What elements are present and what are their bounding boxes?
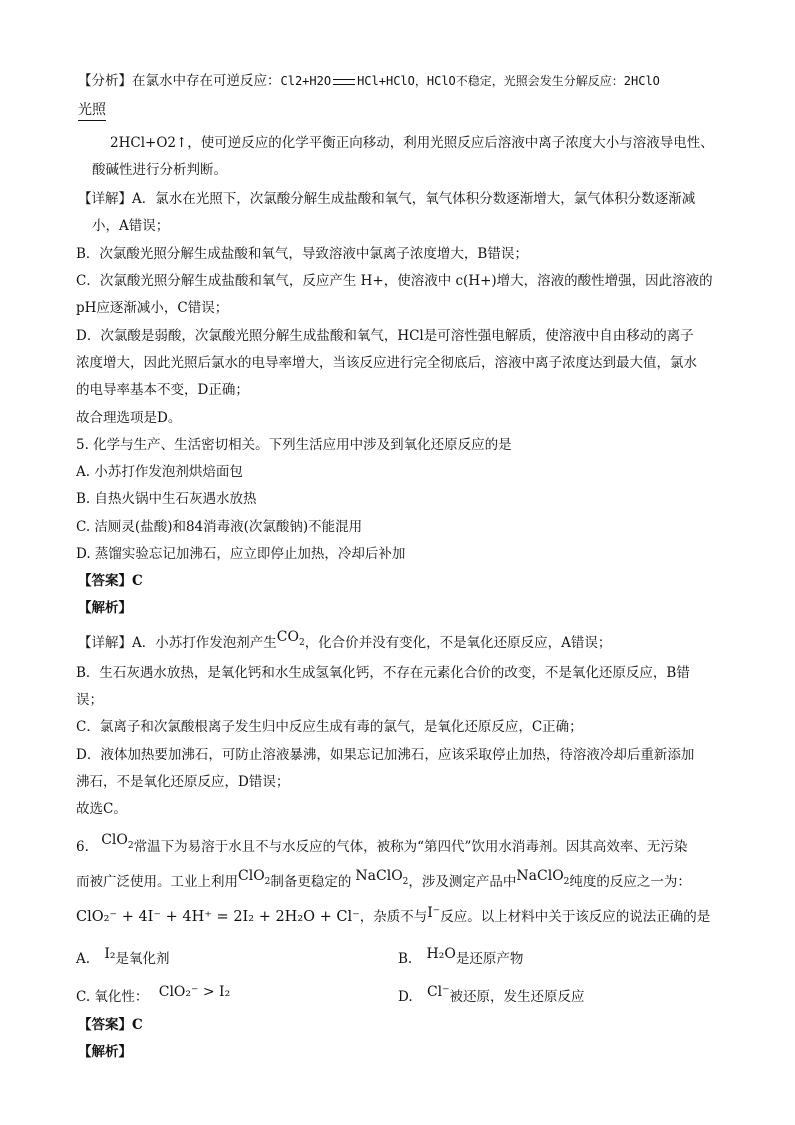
naclo2-sub: 2 xyxy=(402,876,409,887)
naclo2-text: NaClO xyxy=(355,868,403,884)
q6-stem-2d: 纯度的反应之一为： xyxy=(569,874,691,890)
detail4-line-8: 的电导率基本不变，D正确； xyxy=(76,382,249,398)
q5-detail-a: 【详解】A．小苏打作发泡剂产生 xyxy=(78,635,277,651)
detail4-conclusion: 故合理选项是D。 xyxy=(76,410,182,426)
q6-number: 6. xyxy=(76,839,89,855)
equation-right: HCl+HClO，HClO不稳定，光照会发生分解反应：2HClO xyxy=(357,74,660,88)
q5-detail-line-3: 误； xyxy=(76,692,103,708)
naclo2-formula xyxy=(355,868,409,887)
clo2-text: ClO xyxy=(101,832,128,848)
q5-detail-line-1 xyxy=(78,629,612,658)
co2-text: CO xyxy=(276,629,299,645)
q6-option-d-label: D. xyxy=(398,989,413,1005)
q6-line-2 xyxy=(76,868,691,897)
q6-option-b xyxy=(398,946,524,968)
q6-stem-2a: 而被广泛使用。工业上利用 xyxy=(76,874,238,890)
clo2-sub-2: 2 xyxy=(264,876,271,887)
analysis-intro: 【分析】在氯水中存在可逆反应： xyxy=(78,73,281,89)
q6-option-c xyxy=(76,984,231,1006)
analysis-line-3: 2HCl+O2↑，使可逆反应的化学平衡正向移动，利用光照反应后溶液中离子浓度大小与溶液导电性、 xyxy=(110,135,714,151)
q5-conclusion: 故选C。 xyxy=(76,801,127,817)
q5-answer: 【答案】C xyxy=(78,573,143,589)
q6-option-a-text: 是氧化剂 xyxy=(115,951,170,967)
i2-formula: I₂ xyxy=(104,946,116,962)
detail4-line-3: B．次氯酸光照分解生成盐酸和氧气，导致溶液中氯离子浓度增大，B错误； xyxy=(76,246,528,262)
oxidizing-comparison: ClO₂⁻ > I₂ xyxy=(158,984,231,1000)
q5-detail-b: ，化合价并没有变化，不是氧化还原反应，A错误； xyxy=(304,635,612,651)
clo2-formula xyxy=(101,832,134,851)
q5-detail-line-6: 沸石，不是氧化还原反应，D错误； xyxy=(76,774,290,790)
chloride-ion: Cl⁻ xyxy=(426,984,450,1000)
q5-detail-line-4: C．氯离子和次氯酸根离子发生归中反应生成有毒的氯气，是氧化还原反应，C正确； xyxy=(76,719,583,735)
reversible-arrow-icon xyxy=(333,76,355,88)
naclo2-formula-2 xyxy=(516,868,570,887)
q5-detail-line-5: D．液体加热要加沸石，可防止溶液暴沸，如果忘记加沸石，应该采取停止加热，待溶液冷却后重新添加 xyxy=(76,747,695,763)
co2-formula xyxy=(276,629,305,648)
q6-stem-3b: 反应。以上材料中关于该反应的说法正确的是 xyxy=(440,909,711,925)
detail4-line-1: 【详解】A．氯水在光照下，次氯酸分解生成盐酸和氧气，氧气体积分数逐渐增大，氯气体积分数逐渐减 xyxy=(78,191,696,207)
light-condition-label: 光照 xyxy=(78,99,106,121)
q6-stem-2b: 制备更稳定的 xyxy=(270,874,352,890)
detail4-line-4: C．次氯酸光照分解生成盐酸和氧气，反应产生 H+，使溶液中 c(H+)增大，溶液的酸性增强，因此溶液的 xyxy=(76,273,713,289)
q6-stem-2c: ，涉及测定产品中 xyxy=(408,874,517,890)
iodide-ion: I⁻ xyxy=(427,905,441,921)
q6-option-d-text: 被还原，发生还原反应 xyxy=(449,989,585,1005)
naclo2-sub-2: 2 xyxy=(563,876,570,887)
q5-detail-line-2: B．生石灰遇水放热，是氧化钙和水生成氢氧化钙，不存在元素化合价的改变，不是氧化还原反应，B错 xyxy=(76,665,690,681)
q5-option-d: D. 蒸馏实验忘记加沸石，应立即停止加热，冷却后补加 xyxy=(76,546,406,562)
q6-option-c-label: C. 氧化性： xyxy=(76,989,149,1005)
q6-answer: 【答案】C xyxy=(78,1017,143,1033)
q6-option-a xyxy=(76,946,170,968)
analysis-line-1 xyxy=(78,72,660,90)
detail4-line-7: 浓度增大，因此光照后氯水的电导率增大，当该反应进行完全彻底后，溶液中离子浓度达到最大值，氯水 xyxy=(76,355,697,371)
q5-analysis-heading: 【解析】 xyxy=(78,600,132,616)
analysis-line-4: 酸碱性进行分析判断。 xyxy=(92,162,227,178)
detail4-line-2: 小，A错误； xyxy=(92,218,170,234)
q6-option-a-label: A. xyxy=(76,951,91,967)
q6-option-d xyxy=(398,984,585,1006)
q6-analysis-heading: 【解析】 xyxy=(78,1044,132,1060)
naclo2-text-2: NaClO xyxy=(516,868,564,884)
q6-line-1 xyxy=(76,832,688,862)
q5-option-b: B. 自热火锅中生石灰遇水放热 xyxy=(76,491,257,507)
clo2-formula-2 xyxy=(238,868,271,887)
h2o-formula: H₂O xyxy=(426,946,456,962)
clo2-sub: 2 xyxy=(127,840,134,851)
q6-line-3 xyxy=(76,905,711,926)
q6-stem-3a: ，杂质不与 xyxy=(359,909,428,925)
q6-reaction-equation: ClO₂⁻ + 4I⁻ + 4H⁺ = 2I₂ + 2H₂O + Cl⁻ xyxy=(76,909,360,925)
equation-left: Cl2+H2O xyxy=(280,74,332,88)
q6-option-b-label: B. xyxy=(398,951,413,967)
co2-subscript: 2 xyxy=(298,637,305,648)
q5-stem: 5. 化学与生产、生活密切相关。下列生活应用中涉及到氧化还原反应的是 xyxy=(76,437,512,453)
q5-option-a: A. 小苏打作发泡剂烘焙面包 xyxy=(76,464,243,480)
q6-option-b-text: 是还原产物 xyxy=(455,951,524,967)
detail4-line-6: D．次氯酸是弱酸，次氯酸光照分解生成盐酸和氧气，HCl是可溶性强电解质，使溶液中自由移动的离子 xyxy=(76,328,694,344)
clo2-text-2: ClO xyxy=(238,868,265,884)
q6-stem-1: 常温下为易溶于水且不与水反应的气体，被称为“第四代”饮用水消毒剂。因其高效率、无污染 xyxy=(133,839,688,855)
q5-option-c: C. 洁厕灵(盐酸)和84消毒液(次氯酸钠)不能混用 xyxy=(76,519,363,535)
detail4-line-5: pH应逐渐减小，C错误； xyxy=(76,300,229,316)
